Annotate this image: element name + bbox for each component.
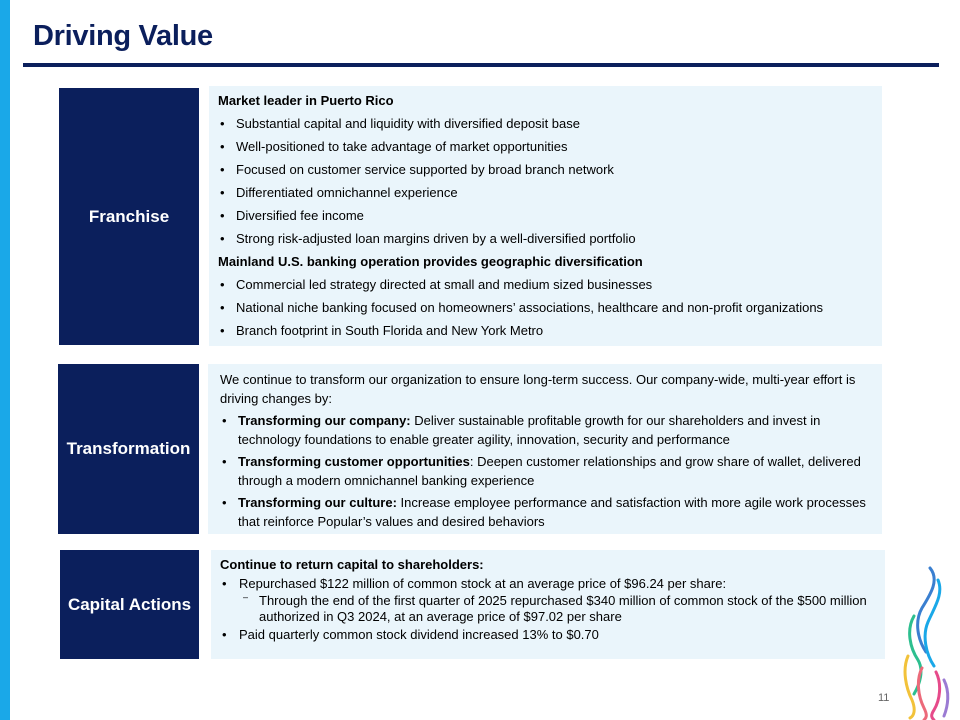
franchise-heading-mainland: Mainland U.S. banking operation provides geographic diversification [218, 254, 643, 269]
transformation-list [220, 411, 876, 531]
list-item: • Differentiated omnichannel experience [218, 184, 882, 207]
sub-list-item: – Through the end of the first quarter of 2025 repurchased $340 million of common stock of the $500 million authorized in Q3 2024, at an average price of $97.02 per share [240, 593, 885, 625]
bullet-text: Increase employee performance and satisfaction with more agile work processes that reinforce Popular’s values and desired behaviors [238, 495, 866, 529]
transformation-panel [208, 364, 882, 534]
list-item: • Substantial capital and liquidity with diversified deposit base [218, 115, 882, 138]
list-item: • Strong risk-adjusted loan margins driven by a well-diversified portfolio [218, 230, 882, 253]
capital-actions-label: Capital Actions [60, 550, 199, 659]
bullet-text: Deliver sustainable profitable growth for our shareholders and invest in technology foundations to enable greater agility, innovation, security and performance [238, 413, 821, 447]
page-number: 11 [878, 692, 890, 704]
franchise-list-puerto-rico [218, 115, 882, 253]
bullet-text: : Deepen customer relationships and grow share of wallet, delivered through a modern omnichannel banking experience [238, 454, 861, 488]
list-item: • Repurchased $122 million of common stock at an average price of $96.24 per share: [220, 574, 885, 593]
franchise-list-mainland [218, 276, 882, 345]
list-item: • Paid quarterly common stock dividend increased 13% to $0.70 [220, 625, 885, 644]
capital-heading: Continue to return capital to shareholders: [220, 557, 484, 572]
page-title: Driving Value [33, 20, 213, 52]
left-accent-bar [0, 0, 10, 720]
transformation-intro: We continue to transform our organization to ensure long-term success. Our company-wide, multi-year effort is driving changes by: [220, 372, 856, 406]
decorative-ribbon-graphic [900, 560, 952, 720]
franchise-panel [209, 86, 882, 346]
list-item: • Diversified fee income [218, 207, 882, 230]
list-item: • Well-positioned to take advantage of market opportunities [218, 138, 882, 161]
bullet-lead: Transforming customer opportunities [238, 454, 470, 469]
list-item: • Focused on customer service supported by broad branch network [218, 161, 882, 184]
capital-list [220, 574, 885, 644]
list-item [220, 452, 876, 490]
franchise-heading-puerto-rico: Market leader in Puerto Rico [218, 93, 394, 108]
capital-actions-panel [211, 550, 885, 659]
bullet-lead: Transforming our culture: [238, 495, 397, 510]
franchise-label: Franchise [59, 88, 199, 345]
list-item: • Commercial led strategy directed at small and medium sized businesses [218, 276, 882, 299]
title-divider [23, 63, 939, 67]
list-item: • Branch footprint in South Florida and New York Metro [218, 322, 882, 345]
transformation-label: Transformation [58, 364, 199, 534]
list-item [220, 493, 876, 531]
list-item: • National niche banking focused on homeowners’ associations, healthcare and non-profit organizations [218, 299, 882, 322]
list-item [220, 411, 876, 449]
bullet-lead: Transforming our company: [238, 413, 411, 428]
